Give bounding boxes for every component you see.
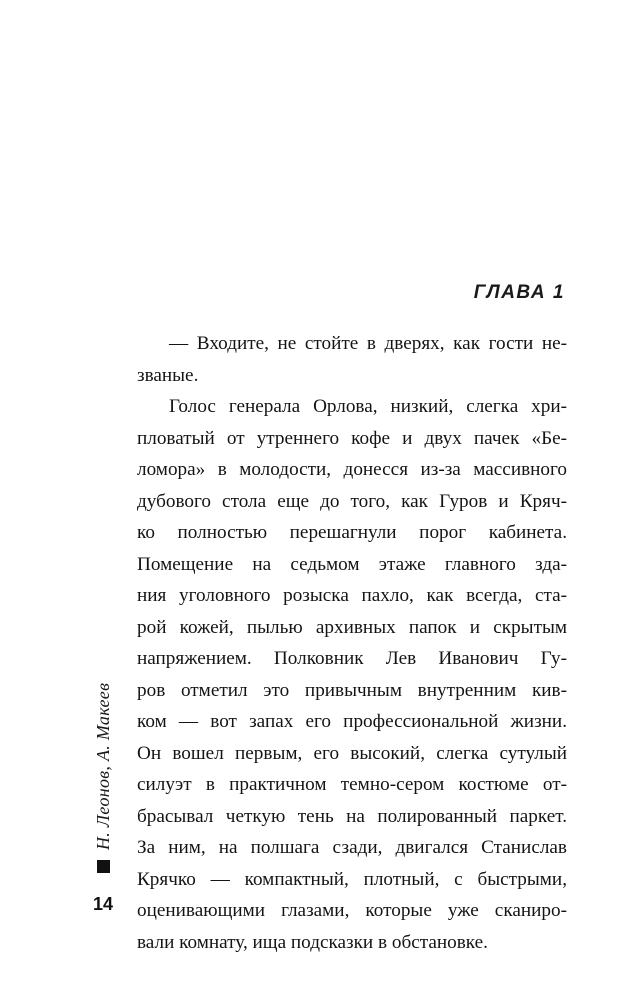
text-line: Крячко — компактный, плотный, с быстрыми, <box>137 868 567 890</box>
text-line: вали комнату, ища подсказки в обстановке. <box>137 931 488 953</box>
text-line: брасывал четкую тень на полированный паркет. <box>137 805 567 827</box>
text-line: дубового стола еще до того, как Гуров и Кряч- <box>137 490 567 512</box>
text-line: пловатый от утреннего кофе и двух пачек «Бе- <box>137 427 567 449</box>
square-marker-icon <box>97 860 110 873</box>
text-line: силуэт в практичном темно-сером костюме от- <box>137 774 567 795</box>
running-head <box>93 683 114 873</box>
text-line: За ним, на полшага сзади, двигался Станислав <box>137 837 567 858</box>
text-line: званые. <box>137 364 199 386</box>
body-text <box>137 328 567 958</box>
text-line: Он вошел первым, его высокий, слегка сутулый <box>137 742 567 764</box>
running-head-authors: Н. Леонов, А. Макеев <box>93 682 113 850</box>
text-line: ломора» в молодости, донесся из-за массивного <box>137 459 567 480</box>
text-line: ко полностью перешагнули порог кабинета. <box>137 522 567 543</box>
text-line: Помещение на седьмом этаже главного зда- <box>137 553 567 575</box>
text-line: ния уголовного розыска пахло, как всегда, ста- <box>137 585 567 606</box>
text-line: ком — вот запах его профессиональной жизни. <box>137 711 567 732</box>
text-line: рой кожей, пылью архивных папок и скрытым <box>137 616 567 638</box>
chapter-heading: ГЛАВА 1 <box>473 282 565 303</box>
text-line: Голос генерала Орлова, низкий, слегка хри- <box>169 396 567 417</box>
text-line: ров отметил это привычным внутренним кив- <box>137 679 567 701</box>
text-line: оценивающими глазами, которые уже сканиро- <box>137 900 567 921</box>
page-number: 14 <box>93 894 114 914</box>
text-line: напряжением. Полковник Лев Иванович Гу- <box>137 648 567 669</box>
text-line: — Входите, не стойте в дверях, как гости не- <box>169 333 567 354</box>
